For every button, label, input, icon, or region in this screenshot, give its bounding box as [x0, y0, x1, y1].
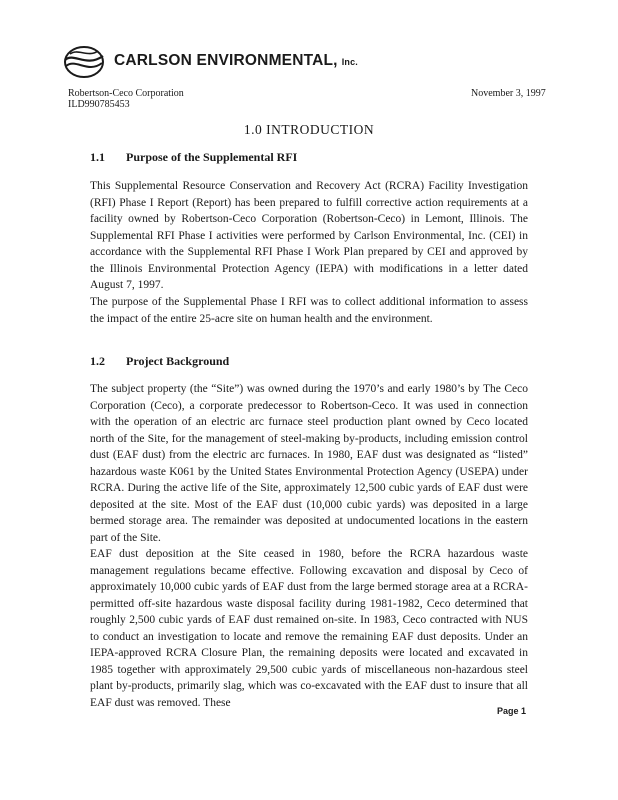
section-title: 1.0 INTRODUCTION: [243, 122, 375, 137]
subsection-number: 1.2: [90, 354, 105, 368]
subsection-heading-purpose: [90, 150, 297, 165]
report-date: November 3, 1997: [471, 88, 546, 99]
subsection-heading-background: [90, 354, 229, 369]
paragraph-background-2: EAF dust deposition at the Site ceased in 1980, before the RCRA hazardous waste management regulations became effective. Following excavation and disposal by Ceco of approximately 10,000 cubic yards of EAF dust from the large bermed storage area at a RCRA-permitted off-site hazardous waste disposal facility during 1981-1982, Ceco determined that roughly 2,500 cubic yards of EAF dust remained on-site. In 1983, Ceco contracted with NUS to conduct an investigation to locate and remove the remaining EAF dust deposits. Under an IEPA-approved RCRA Closure Plan, the remaining deposits were located and excavated in 1985 together with approximately 29,500 cubic yards of miscellaneous non-hazardous steel plant by-products, primarily slag, which was co-excavated with the EAF dust to insure that all EAF dust was removed. These: [90, 548, 528, 709]
subsection-title: Project Background: [126, 354, 230, 368]
client-name: Robertson-Ceco Corporation: [68, 88, 184, 99]
subsection-title: Purpose of the Supplemental RFI: [126, 150, 298, 164]
paragraph-purpose-2: The purpose of the Supplemental Phase I RFI was to collect additional information to assess the impact of the entire 25-acre site on human health and the environment.: [90, 296, 528, 325]
client-block: [68, 88, 184, 110]
client-id: ILD990785453: [68, 99, 130, 110]
company-name-text: CARLSON ENVIRONMENTAL,: [114, 52, 338, 69]
company-suffix: Inc.: [341, 57, 359, 67]
page-number: Page 1: [497, 706, 527, 716]
company-name: [114, 52, 358, 70]
paragraph-background-1: The subject property (the “Site”) was owned during the 1970’s and early 1980’s by The Ceco Corporation (Ceco), a corporate predecessor to Robertson-Ceco. It was used in connection with the operation of an electric arc furnace steel production plant owned by Ceco located north of the Site, for the management of steel-making by-products, including emission control dust (EAF dust) from the electric arc furnaces. In 1980, EAF dust was designated as “listed” hazardous waste K061 by the United States Environmental Protection Agency (USEPA) under RCRA. During the active life of the Site, approximately 12,500 cubic yards of EAF dust were deposited at the site. Most of the EAF dust (10,000 cubic yards) was deposited in a large bermed storage area. The remainder was deposited at undocumented locations in the eastern part of the Site.: [90, 383, 528, 544]
paragraph-purpose-1: This Supplemental Resource Conservation and Recovery Act (RCRA) Facility Investigation (RFI) Phase I Report (Report) has been prepared to fulfill corrective action requirements at a facility owned by Robertson-Ceco Corporation (Robertson-Ceco) in Lemont, Illinois. The Supplemental RFI Phase I activities were performed by Carlson Environmental, Inc. (CEI) in accordance with the Supplemental RFI Phase I Work Plan prepared by CEI and approved by the Illinois Environmental Protection Agency (IEPA) with modifications in a letter dated August 7, 1997.: [90, 180, 528, 291]
subsection-number: 1.1: [90, 150, 105, 164]
globe-swoosh-icon: [62, 44, 106, 80]
